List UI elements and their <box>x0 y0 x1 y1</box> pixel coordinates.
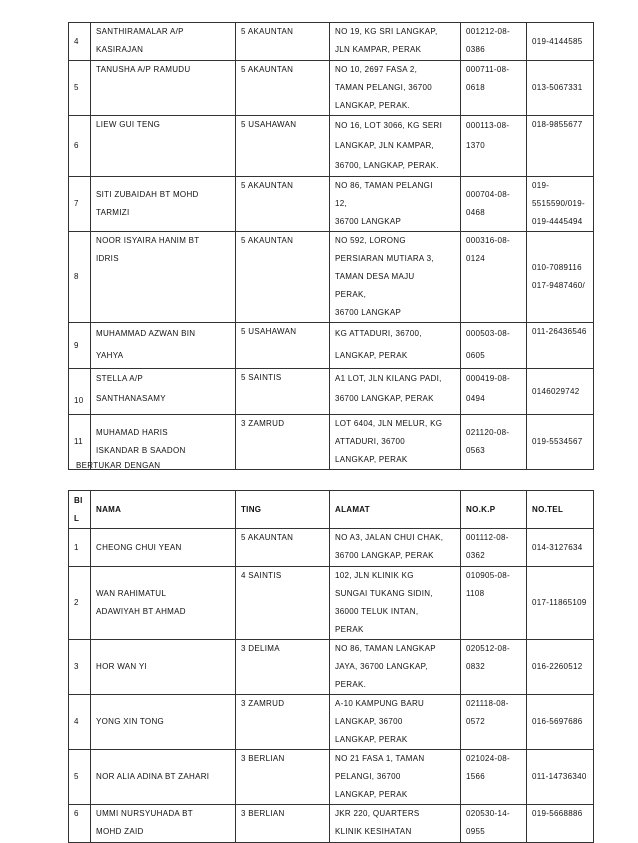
ting-cell: 5 USAHAWAN <box>236 116 330 177</box>
bil-cell: 9 <box>69 323 91 369</box>
ting-cell: 3 ZAMRUD <box>236 695 330 750</box>
nokp-cell: 000503-08- 0605 <box>461 323 527 369</box>
nama-cell: WAN RAHIMATUL ADAWIYAH BT AHMAD <box>91 567 236 640</box>
bil-cell: 5 <box>69 750 91 805</box>
header-notel: NO.TEL <box>527 491 594 529</box>
notel-cell: 018-9855677 <box>527 116 594 177</box>
table-row <box>69 116 594 177</box>
nama-cell: SITI ZUBAIDAH BT MOHD TARMIZI <box>91 177 236 232</box>
table-row <box>69 805 594 843</box>
header-bil: BIL <box>69 491 91 529</box>
alamat-cell: NO 86, TAMAN PELANGI 12, 36700 LANGKAP <box>330 177 461 232</box>
exchange-table <box>68 490 594 843</box>
notel-cell: 010-7089116 017-9487460/ <box>527 232 594 323</box>
ting-cell: 5 USAHAWAN <box>236 323 330 369</box>
bil-cell: 10 <box>69 369 91 415</box>
header-ting: TING <box>236 491 330 529</box>
alamat-cell: 102, JLN KLINIK KG SUNGAI TUKANG SIDIN, 36000 TELUK INTAN, PERAK <box>330 567 461 640</box>
alamat-cell: A-10 KAMPUNG BARU LANGKAP, 36700 LANGKAP, PERAK <box>330 695 461 750</box>
notel-cell: 019-5668886 <box>527 805 594 843</box>
ting-cell: 3 ZAMRUD <box>236 415 330 470</box>
nokp-cell: 000711-08- 0618 <box>461 61 527 116</box>
bil-cell: 6 <box>69 116 91 177</box>
table-row <box>69 695 594 750</box>
nama-cell: TANUSHA A/P RAMUDU <box>91 61 236 116</box>
table-row <box>69 61 594 116</box>
alamat-cell: JKR 220, QUARTERS KLINIK KESIHATAN <box>330 805 461 843</box>
nokp-cell: 010905-08- 1108 <box>461 567 527 640</box>
ting-cell: 3 DELIMA <box>236 640 330 695</box>
ting-cell: 3 BERLIAN <box>236 750 330 805</box>
section-label: BERTUKAR DENGAN <box>76 461 161 470</box>
bil-cell: 4 <box>69 695 91 750</box>
header-nama: NAMA <box>91 491 236 529</box>
notel-cell: 0146029742 <box>527 369 594 415</box>
nokp-cell: 000316-08- 0124 <box>461 232 527 323</box>
nokp-cell: 020530-14- 0955 <box>461 805 527 843</box>
alamat-cell: A1 LOT, JLN KILANG PADI, 36700 LANGKAP, PERAK <box>330 369 461 415</box>
ting-cell: 5 AKAUNTAN <box>236 61 330 116</box>
table-row <box>69 23 594 61</box>
nokp-cell: 000419-08- 0494 <box>461 369 527 415</box>
notel-cell: 016-5697686 <box>527 695 594 750</box>
table-row <box>69 750 594 805</box>
nokp-cell: 020512-08- 0832 <box>461 640 527 695</box>
table-row <box>69 232 594 323</box>
table-row <box>69 323 594 369</box>
alamat-cell: NO A3, JALAN CHUI CHAK, 36700 LANGKAP, PERAK <box>330 529 461 567</box>
nama-cell: STELLA A/P SANTHANASAMY <box>91 369 236 415</box>
notel-cell: 019-5534567 <box>527 415 594 470</box>
nama-cell: CHEONG CHUI YEAN <box>91 529 236 567</box>
ting-cell: 5 AKAUNTAN <box>236 177 330 232</box>
notel-cell: 019- 5515590/019- 019-4445494 <box>527 177 594 232</box>
nokp-cell: 001112-08- 0362 <box>461 529 527 567</box>
nokp-cell: 021024-08- 1566 <box>461 750 527 805</box>
header-alamat: ALAMAT <box>330 491 461 529</box>
ting-cell: 4 SAINTIS <box>236 567 330 640</box>
bil-cell: 8 <box>69 232 91 323</box>
table-header-row <box>69 491 594 529</box>
alamat-cell: NO 10, 2697 FASA 2, TAMAN PELANGI, 36700 LANGKAP, PERAK. <box>330 61 461 116</box>
bil-cell: 3 <box>69 640 91 695</box>
nama-cell: LIEW GUI TENG <box>91 116 236 177</box>
ting-cell: 5 AKAUNTAN <box>236 232 330 323</box>
table-row <box>69 177 594 232</box>
table-row <box>69 640 594 695</box>
alamat-cell: NO 19, KG SRI LANGKAP, JLN KAMPAR, PERAK <box>330 23 461 61</box>
alamat-cell: LOT 6404, JLN MELUR, KG ATTADURI, 36700 LANGKAP, PERAK <box>330 415 461 470</box>
nama-cell: UMMI NURSYUHADA BT MOHD ZAID <box>91 805 236 843</box>
nokp-cell: 000704-08- 0468 <box>461 177 527 232</box>
bil-cell: 6 <box>69 805 91 843</box>
ting-cell: 5 AKAUNTAN <box>236 529 330 567</box>
ting-cell: 3 BERLIAN <box>236 805 330 843</box>
nama-cell: HOR WAN YI <box>91 640 236 695</box>
nokp-cell: 000113-08- 1370 <box>461 116 527 177</box>
bil-cell: 11 <box>69 415 91 470</box>
alamat-cell: NO 16, LOT 3066, KG SERI LANGKAP, JLN KAMPAR, 36700, LANGKAP, PERAK. <box>330 116 461 177</box>
alamat-cell: NO 21 FASA 1, TAMAN PELANGI, 36700 LANGKAP, PERAK <box>330 750 461 805</box>
table-row <box>69 529 594 567</box>
nama-cell: MUHAMAD HARIS ISKANDAR B SAADON <box>91 415 236 470</box>
notel-cell: 011-14736340 <box>527 750 594 805</box>
student-table-continued <box>68 22 594 470</box>
alamat-cell: NO 592, LORONG PERSIARAN MUTIARA 3, TAMAN DESA MAJU PERAK, 36700 LANGKAP <box>330 232 461 323</box>
nokp-cell: 001212-08- 0386 <box>461 23 527 61</box>
alamat-cell: KG ATTADURI, 36700, LANGKAP, PERAK <box>330 323 461 369</box>
ting-cell: 5 AKAUNTAN <box>236 23 330 61</box>
notel-cell: 014-3127634 <box>527 529 594 567</box>
ting-cell: 5 SAINTIS <box>236 369 330 415</box>
table-row <box>69 567 594 640</box>
nama-cell: MUHAMMAD AZWAN BIN YAHYA <box>91 323 236 369</box>
alamat-cell: NO 86, TAMAN LANGKAP JAYA, 36700 LANGKAP, PERAK. <box>330 640 461 695</box>
bil-cell: 5 <box>69 61 91 116</box>
bil-cell: 1 <box>69 529 91 567</box>
bil-cell: 7 <box>69 177 91 232</box>
nokp-cell: 021118-08- 0572 <box>461 695 527 750</box>
nama-cell: NOR ALIA ADINA BT ZAHARI <box>91 750 236 805</box>
nokp-cell: 021120-08- 0563 <box>461 415 527 470</box>
bil-cell: 2 <box>69 567 91 640</box>
notel-cell: 013-5067331 <box>527 61 594 116</box>
notel-cell: 011-26436546 <box>527 323 594 369</box>
nama-cell: YONG XIN TONG <box>91 695 236 750</box>
header-nokp: NO.K.P <box>461 491 527 529</box>
table-row <box>69 369 594 415</box>
nama-cell: NOOR ISYAIRA HANIM BT IDRIS <box>91 232 236 323</box>
bil-cell: 4 <box>69 23 91 61</box>
notel-cell: 017-11865109 <box>527 567 594 640</box>
nama-cell: SANTHIRAMALAR A/P KASIRAJAN <box>91 23 236 61</box>
notel-cell: 016-2260512 <box>527 640 594 695</box>
notel-cell: 019-4144585 <box>527 23 594 61</box>
